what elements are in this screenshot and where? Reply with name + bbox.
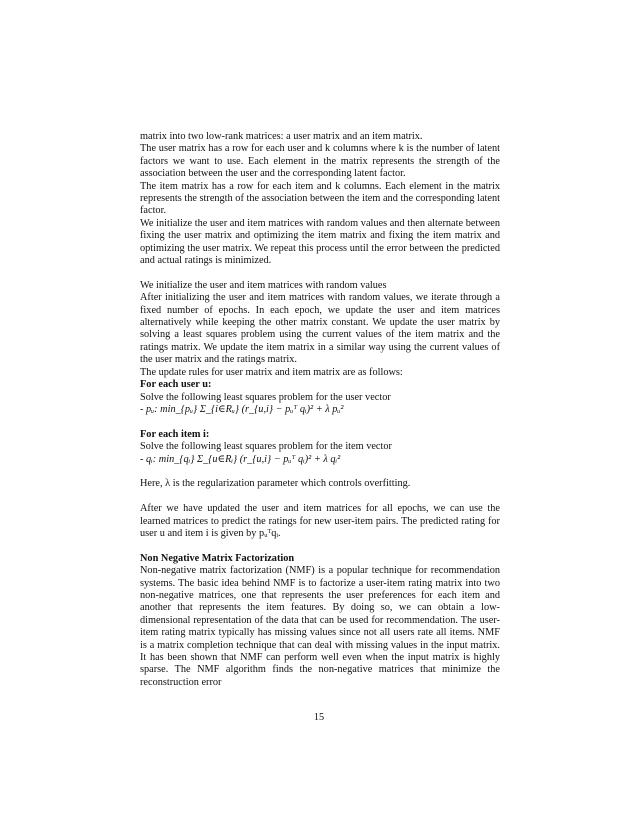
intro-paragraph-4: We initialize the user and item matrices with random values and then alternate between fixing the user matrix and optimizing the item matrix and fixing the item matrix and optimizing the user matrix. We repeat this process until the error between the predicted and actual ratings is minimized.: [140, 217, 500, 267]
init-paragraph-1: We initialize the user and item matrices with random values: [140, 279, 387, 291]
prediction-paragraph: After we have updated the user and item matrices for all epochs, we can use the learned matrices to predict the ratings for new user-item pairs. The predicted rating for user u and item i is given by pᵤᵀqᵢ.: [140, 503, 500, 539]
intro-paragraph-1: matrix into two low-rank matrices: a user matrix and an item matrix.: [140, 131, 423, 142]
nmf-heading: Non Negative Matrix Factorization: [140, 552, 295, 564]
init-paragraph-2: After initializing the user and item matrices with random values, we iterate through a fixed number of epochs. In each epoch, we update the user and item matrices alternatively while keeping the other matrix constant. We update the user matrix by solving a least squares problem using the current values of the item matrix and the ratings matrix. We update the item matrix in a similar way using the current values of the user matrix and the ratings matrix.: [140, 292, 500, 366]
item-update-formula: - qᵢ: min_{qᵢ} Σ_{u∈Rᵢ} (r_{u,i} − pᵤᵀ qᵢ)² + λ qᵢ²: [140, 453, 341, 465]
item-update-heading: For each item i:: [140, 428, 210, 440]
init-paragraph-3: The update rules for user matrix and item matrix are as follows:: [140, 366, 403, 378]
spacer: [140, 540, 500, 552]
item-update-description: Solve the following least squares problem for the item vector: [140, 441, 392, 453]
user-update-heading: For each user u:: [140, 379, 212, 391]
user-update-formula: - pᵤ: min_{pᵤ} Σ_{i∈Rᵤ} (r_{u,i} − pᵤᵀ qᵢ)² + λ pᵤ²: [140, 403, 344, 415]
spacer: [140, 466, 500, 478]
spacer: [140, 491, 500, 503]
intro-paragraph-3: The item matrix has a row for each item and k columns. Each element in the matrix represents the strength of the association between the item and the corresponding latent factor.: [140, 180, 500, 217]
nmf-paragraph: Non-negative matrix factorization (NMF) is a popular technique for recommendation systems. The basic idea behind NMF is to factorize a user-item rating matrix into two non-negative matrices, one that represents the user preferences for each item and another that represents the item features. By doing so, we can obtain a low-dimensional representation of the data that can be used for recommendation. The user-item rating matrix typically has missing values since not all users rate all items. NMF is a matrix completion technique that can deal with missing values in the input matrix. It has been shown that NMF can perform well even when the input matrix is highly sparse. The NMF algorithm finds the non-negative matrices that minimize the reconstruction error: [140, 565, 500, 688]
user-update-description: Solve the following least squares problem for the user vector: [140, 391, 391, 403]
spacer: [140, 416, 500, 428]
page-number: 15: [313, 712, 325, 723]
intro-paragraph-2: The user matrix has a row for each user and k columns where k is the number of latent factors we want to use. Each element in the matrix represents the strength of the association between the user and the corresponding latent factor.: [140, 143, 500, 180]
body-text: [140, 131, 500, 689]
spacer: [140, 267, 500, 279]
lambda-note: Here, λ is the regularization parameter which controls overfitting.: [140, 478, 411, 490]
